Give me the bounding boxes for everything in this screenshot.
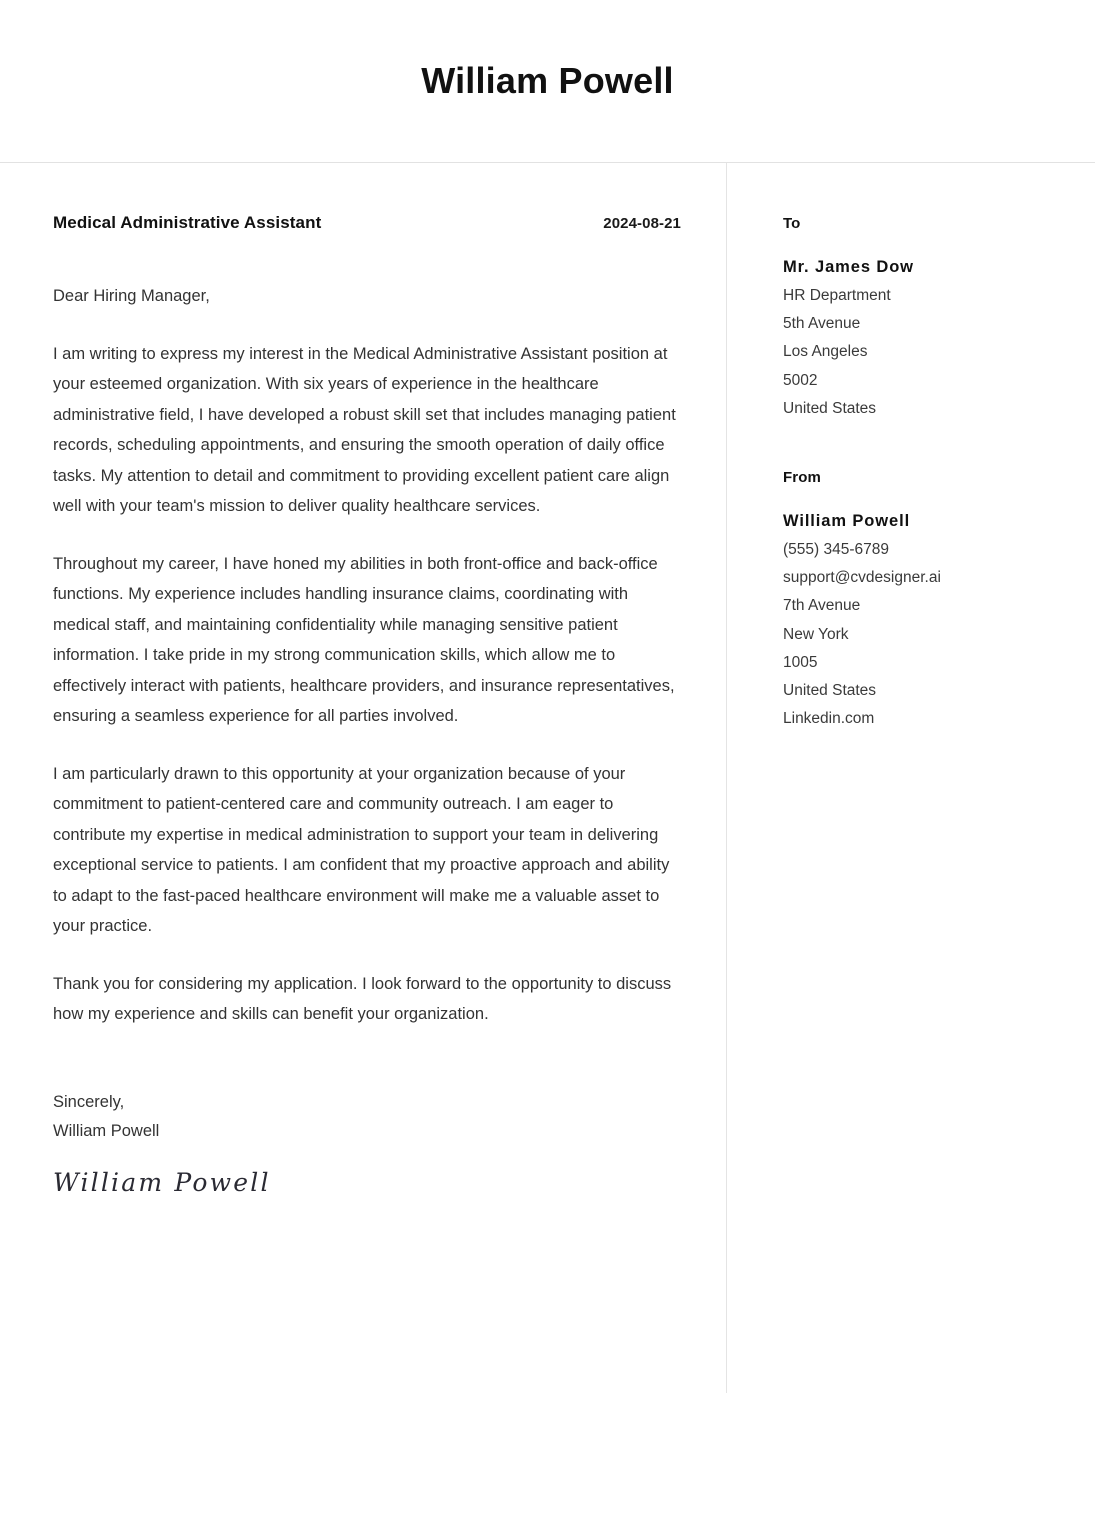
sender-block	[783, 469, 1065, 733]
recipient-line: 5th Avenue	[783, 315, 861, 333]
recipient-line: 5002	[783, 371, 818, 389]
salutation: Dear Hiring Manager,	[53, 287, 210, 305]
sender-heading: From	[783, 469, 821, 487]
sender-phone: (555) 345-6789	[783, 541, 889, 559]
letter-paragraph: Thank you for considering my application. I look forward to the opportunity to discuss how my experience and skills can benefit your organization.	[53, 974, 672, 1024]
closing-salutation: Sincerely,	[53, 1092, 125, 1111]
sender-line: New York	[783, 625, 849, 643]
sender-line: 7th Avenue	[783, 597, 861, 615]
letter-column	[0, 163, 727, 1393]
signature: William Powell	[53, 1167, 271, 1197]
sender-website: Linkedin.com	[783, 710, 875, 728]
document-body	[0, 163, 1095, 1393]
letter-paragraph: I am particularly drawn to this opportunity at your organization because of your commitment to patient-centered care and community outreach. I am eager to contribute my expertise in medical administration to support your team in delivering exceptional service to patients. I am confident that my proactive approach and ability to adapt to the fast-paced healthcare environment will make me a valuable asset to your practice.	[53, 764, 670, 936]
recipient-block	[783, 215, 1065, 423]
sender-email: support@cvdesigner.ai	[783, 569, 941, 587]
document-header	[0, 0, 1095, 163]
sender-name: William Powell	[783, 512, 911, 531]
letter-date: 2024-08-21	[603, 215, 681, 232]
recipient-line: Los Angeles	[783, 343, 868, 361]
closing-block	[53, 1088, 681, 1146]
letter-title-row	[53, 213, 681, 233]
address-column	[727, 163, 1095, 1393]
recipient-heading: To	[783, 215, 801, 232]
recipient-line: United States	[783, 399, 877, 417]
sender-line: United States	[783, 682, 877, 700]
sender-line: 1005	[783, 653, 818, 671]
letter-paragraph: I am writing to express my interest in the Medical Administrative Assistant position at your esteemed organization. With six years of experience in the healthcare administrative field, I have developed a robust skill set that includes managing patient records, scheduling appointments, and ensuring the smooth operation of daily office tasks. My attention to detail and commitment to providing excellent patient care align well with your team's mission to deliver quality healthcare services.	[53, 344, 676, 516]
recipient-name: Mr. James Dow	[783, 258, 914, 276]
page-title: William Powell	[421, 60, 674, 102]
recipient-line: HR Department	[783, 287, 891, 305]
closing-name: William Powell	[53, 1121, 160, 1140]
letter-paragraph: Throughout my career, I have honed my abilities in both front-office and back-office functions. My experience includes handling insurance claims, coordinating with medical staff, and maintaining confidentiality while managing sensitive patient information. I take pride in my strong communication skills, which allow me to effectively interact with patients, healthcare providers, and insurance representatives, ensuring a seamless experience for all parties involved.	[53, 554, 675, 726]
job-title: Medical Administrative Assistant	[53, 213, 322, 232]
